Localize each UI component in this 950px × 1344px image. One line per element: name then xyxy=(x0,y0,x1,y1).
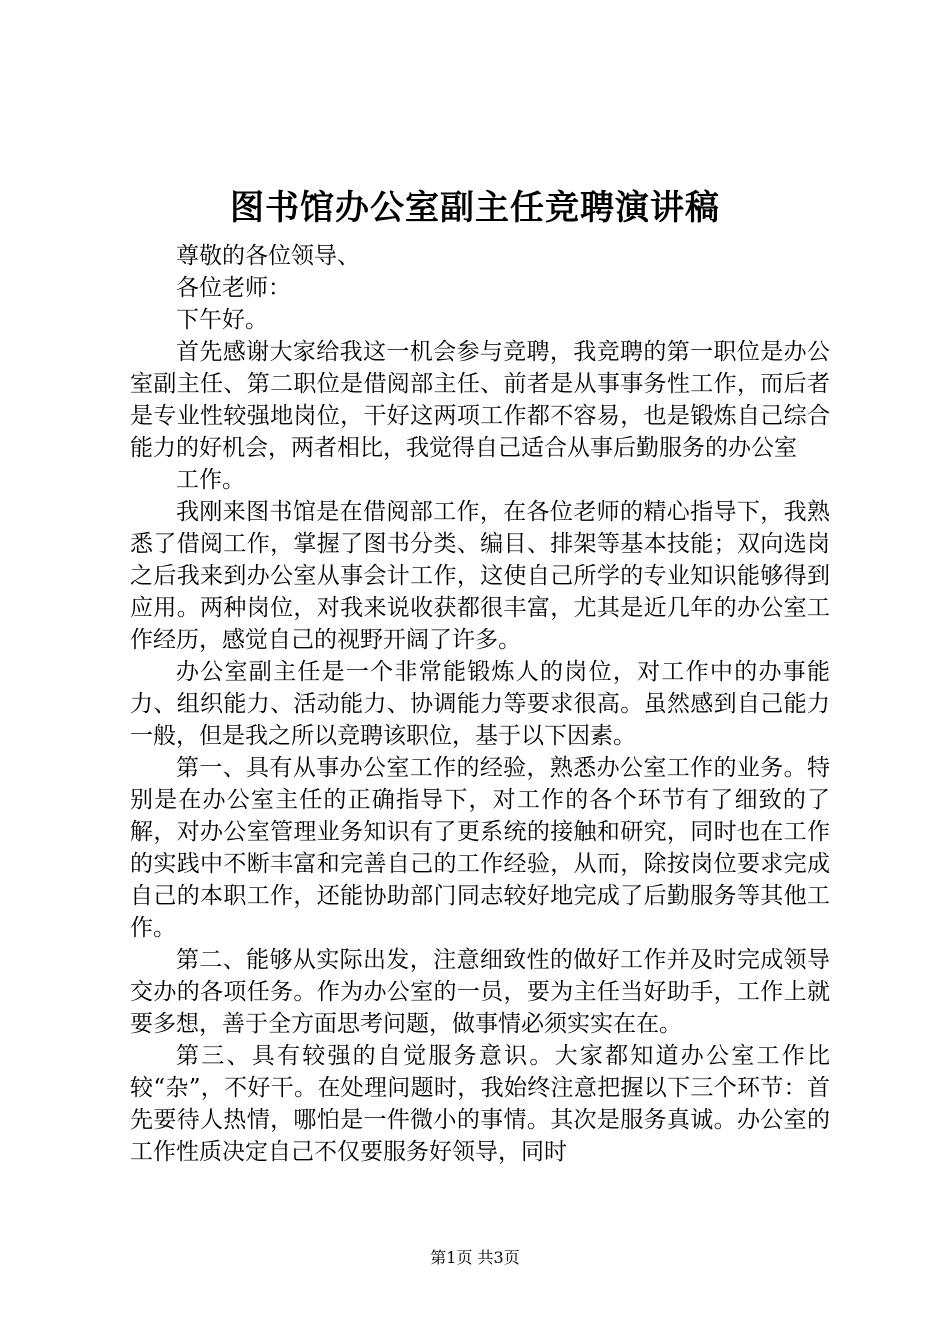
paragraph: 第三、具有较强的自觉服务意识。大家都知道办公室工作比较“杂”，不好干。在处理问题时，我始终注意把握以下三个环节：首先要待人热情，哪怕是一件微小的事情。其次是服务真诚。办公室的工作性质决定自己不仅要服务好领导，同时 xyxy=(130,1043,830,1165)
page-footer: 第1页 共3页 xyxy=(430,1248,520,1267)
paragraph: 第一、具有从事办公室工作的经验，熟悉办公室工作的业务。特别是在办公室主任的正确指导下，对工作的各个环节有了细致的了解，对办公室管理业务知识有了更系统的接触和研究，同时也在工作的实践中不断丰富和完善自己的工作经验，从而，除按岗位要求完成自己的本职工作，还能协助部门同志较好地完成了后勤服务等其他工作。 xyxy=(130,755,830,941)
document-title: 图书馆办公室副主任竞聘演讲稿 xyxy=(230,188,720,228)
paragraph: 工作。 xyxy=(176,467,245,493)
paragraph: 尊敬的各位领导、 xyxy=(176,243,360,269)
paragraph: 我刚来图书馆是在借阅部工作，在各位老师的精心指导下，我熟悉了借阅工作，掌握了图书分类、编目、排架等基本技能；双向选岗之后我来到办公室从事会计工作，这使自己所学的专业知识能够得到应用。两种岗位，对我来说收获都很丰富，尤其是近几年的办公室工作经历，感觉自己的视野开阔了许多。 xyxy=(130,499,830,653)
paragraph: 第二、能够从实际出发，注意细致性的做好工作并及时完成领导交办的各项任务。作为办公室的一员，要为主任当好助手，工作上就要多想，善于全方面思考问题，做事情必须实实在在。 xyxy=(130,947,830,1037)
paragraph: 下午好。 xyxy=(176,307,268,333)
paragraph: 首先感谢大家给我这一机会参与竞聘，我竞聘的第一职位是办公室副主任、第二职位是借阅部主任、前者是从事事务性工作，而后者是专业性较强地岗位，干好这两项工作都不容易，也是锻炼自己综合能力的好机会，两者相比，我觉得自己适合从事后勤服务的办公室 xyxy=(130,339,830,461)
paragraph: 办公室副主任是一个非常能锻炼人的岗位，对工作中的办事能力、组织能力、活动能力、协调能力等要求很高。虽然感到自己能力一般，但是我之所以竞聘该职位，基于以下因素。 xyxy=(130,659,830,749)
document-body xyxy=(130,240,830,1168)
paragraph: 各位老师： xyxy=(176,275,291,301)
